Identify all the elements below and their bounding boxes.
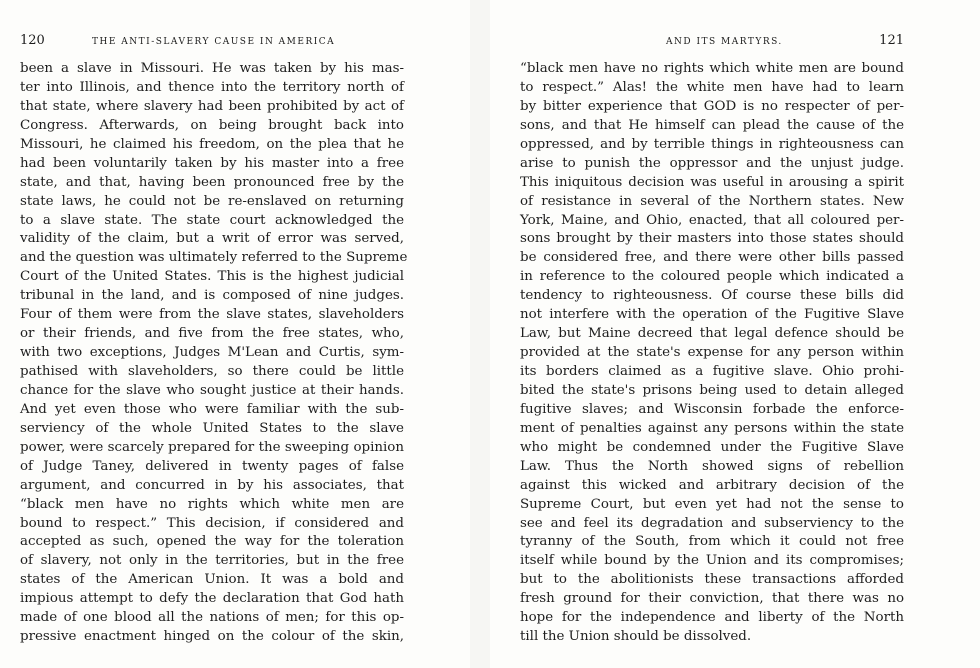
- text-line: argument, and concurred in by his associates, that: [20, 477, 404, 493]
- text-line: till the Union should be dissolved.: [520, 629, 752, 645]
- text-line: This iniquitous decision was useful in arousing a spirit: [520, 174, 904, 190]
- left-page-header: [20, 33, 404, 51]
- text-line: bited the state's prisons being used to detain alleged: [520, 382, 904, 398]
- text-line: Supreme Court, but even yet had not the sense to: [520, 496, 904, 512]
- text-line: itself while bound by the Union and its compromises;: [520, 553, 904, 569]
- text-line: accepted as such, opened the way for the toleration: [20, 534, 404, 550]
- text-line: against this wicked and arbitrary decision of the: [520, 477, 904, 493]
- book-gutter: [470, 0, 490, 668]
- text-line: but to the abolitionists these transactions afforded: [520, 572, 904, 588]
- text-line: who might be condemned under the Fugitive Slave: [520, 439, 904, 455]
- text-line: tyranny of the South, from which it could not free: [520, 534, 904, 550]
- text-line: sons brought by their masters into those states should: [520, 231, 904, 247]
- right-page-body: [520, 60, 904, 647]
- page-number: 121: [879, 33, 904, 48]
- text-line: in reference to the coloured people which indicated a: [520, 269, 904, 285]
- text-line: Law, but Maine decreed that legal defence should be: [520, 326, 904, 342]
- text-line: that state, where slavery had been prohibited by act of: [20, 98, 404, 114]
- page-number: 120: [20, 33, 45, 48]
- right-page: [490, 0, 980, 668]
- text-line: Law. Thus the North showed signs of rebellion: [520, 458, 904, 474]
- text-line: been a slave in Missouri. He was taken by his mas-: [20, 61, 404, 76]
- text-line: sons, and that He himself can plead the cause of the: [520, 117, 904, 133]
- text-line: states of the American Union. It was a bold and: [20, 572, 404, 588]
- text-line: arise to punish the oppressor and the unjust judge.: [520, 155, 904, 171]
- text-line: hope for the independence and liberty of the North: [520, 610, 904, 626]
- text-line: or their friends, and five from the free states, who,: [20, 326, 404, 342]
- text-line: with two exceptions, Judges M'Lean and Curtis, sym-: [20, 345, 404, 361]
- text-line: bound to respect.” This decision, if considered and: [20, 515, 404, 531]
- left-page-body: [20, 60, 408, 647]
- text-line: Missouri, he claimed his freedom, on the plea that he: [20, 136, 404, 152]
- right-page-header: [520, 33, 904, 51]
- text-line: pathised with slaveholders, so there could be little: [20, 364, 404, 379]
- text-line: provided at the state's expense for any person within: [520, 345, 904, 361]
- text-line: validity of the claim, but a writ of error was served,: [20, 231, 404, 247]
- text-line: be considered free, and there were other bills passed: [520, 250, 904, 266]
- text-line: its borders claimed as a fugitive slave. Ohio prohi-: [520, 364, 904, 379]
- text-line: made of one blood all the nations of men; for this op-: [20, 610, 404, 626]
- text-line: York, Maine, and Ohio, enacted, that all coloured per-: [520, 212, 904, 228]
- text-line: tendency to righteousness. Of course these bills did: [520, 288, 904, 304]
- text-line: chance for the slave who sought justice at their hands.: [20, 382, 404, 398]
- text-line: power, were scarcely prepared for the sweeping opinion: [20, 439, 404, 455]
- text-line: ter into Illinois, and thence into the territory north of: [20, 79, 404, 95]
- text-line: impious attempt to defy the declaration that God hath: [20, 591, 404, 607]
- text-line: and the question was ultimately referred to the Supreme: [20, 250, 408, 266]
- text-line: “black men have no rights which white men are: [20, 496, 404, 512]
- text-line: by bitter experience that GOD is no respecter of per-: [520, 98, 904, 114]
- running-head: AND ITS MARTYRS.: [666, 37, 783, 47]
- left-page: [0, 0, 470, 668]
- running-head: THE ANTI-SLAVERY CAUSE IN AMERICA: [92, 37, 336, 47]
- text-line: And yet even those who were familiar with the sub-: [20, 401, 404, 417]
- text-line: tribunal in the land, and is composed of nine judges.: [20, 288, 404, 304]
- text-line: serviency of the whole United States to the slave: [20, 420, 404, 436]
- text-line: of Judge Taney, delivered in twenty pages of false: [20, 458, 404, 474]
- text-line: pressive enactment hinged on the colour of the skin,: [20, 629, 404, 645]
- text-line: oppressed, and by terrible things in righteousness can: [520, 136, 904, 152]
- text-line: of slavery, not only in the territories, but in the free: [20, 553, 404, 569]
- text-line: to a slave state. The state court acknowledged the: [20, 212, 404, 228]
- text-line: fresh ground for their conviction, that there was no: [520, 591, 904, 607]
- text-line: state, and that, having been pronounced free by the: [20, 174, 404, 190]
- text-line: not interfere with the operation of the Fugitive Slave: [520, 307, 904, 323]
- text-line: Court of the United States. This is the highest judicial: [20, 269, 404, 285]
- text-line: Congress. Afterwards, on being brought back into: [20, 117, 404, 133]
- text-line: “black men have no rights which white men are bound: [520, 61, 904, 76]
- text-line: ment of penalties against any persons within the state: [520, 420, 904, 436]
- text-line: of resistance in several of the Northern states. New: [520, 193, 904, 209]
- text-line: Four of them were from the slave states, slaveholders: [20, 307, 404, 323]
- text-line: fugitive slaves; and Wisconsin forbade the enforce-: [520, 401, 904, 417]
- text-line: to respect.” Alas! the white men have had to learn: [520, 79, 904, 95]
- text-line: see and feel its degradation and subserviency to the: [520, 515, 904, 531]
- text-line: state laws, he could not be re-enslaved on returning: [20, 193, 404, 209]
- text-line: had been voluntarily taken by his master into a free: [20, 155, 404, 171]
